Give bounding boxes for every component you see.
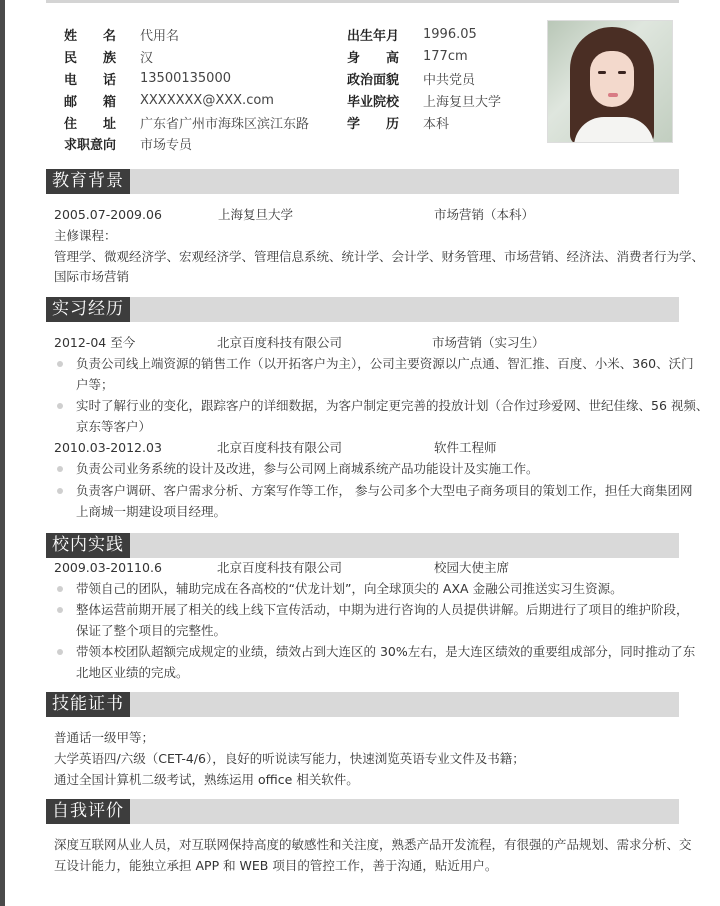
bullet-icon — [57, 361, 63, 367]
bullet-icon — [57, 488, 63, 494]
section-header-skills — [46, 692, 679, 717]
bullet-text: 户等； — [76, 377, 114, 392]
bullet-text: 北地区业绩的完成。 — [76, 665, 189, 680]
info-label: 学 历 — [347, 116, 399, 132]
bullet-text: 实时了解行业的变化，跟踪客户的详细数据，为客户制定更完善的投放计划（合作过珍爱网、世纪佳缘、56 视频、 — [76, 398, 709, 413]
bullet-text: 保证了整个项目的完整性。 — [76, 623, 227, 638]
info-row-degree — [347, 111, 449, 133]
info-value-degree: 本科 — [423, 116, 450, 132]
entry-org: 北京百度科技有限公司 — [217, 560, 343, 575]
section-title: 技能证书 — [46, 692, 130, 717]
info-label: 民 族 — [64, 50, 116, 66]
bullet-text: 上商城一期建设项目经理。 — [76, 504, 227, 519]
page-left-border — [0, 0, 5, 906]
section-header-campus — [46, 533, 679, 558]
bullet-text: 带领本校团队超额完成规定的业绩，绩效占到大连区的 30%左右，是大连区绩效的重要组成部分，同时推动了东 — [76, 644, 696, 659]
self-eval-text: 深度互联网从业人员，对互联网保持高度的敏感性和关注度，熟悉产品开发流程，有很强的产品规划、需求分析、交 — [54, 837, 692, 852]
top-divider — [46, 0, 679, 3]
bullet-icon — [57, 607, 63, 613]
info-label: 毕业院校 — [347, 94, 400, 110]
info-label: 政治面貌 — [347, 72, 400, 88]
info-label: 出生年月 — [347, 28, 400, 44]
info-value-name: 代用名 — [140, 28, 180, 44]
entry-date: 2005.07-2009.06 — [54, 207, 162, 222]
info-label: 电 话 — [64, 72, 116, 88]
info-row-ethnicity — [64, 45, 153, 67]
section-title: 教育背景 — [46, 169, 130, 194]
entry-date: 2009.03-20110.6 — [54, 560, 162, 575]
entry-role: 软件工程师 — [434, 440, 497, 455]
info-label: 身 高 — [347, 50, 399, 66]
section-title: 校内实践 — [46, 533, 130, 558]
bullet-text: 带领自己的团队，辅助完成在各高校的“伏龙计划”，向全球顶尖的 AXA 金融公司推送实习生资源。 — [76, 581, 623, 596]
info-row-address — [64, 111, 309, 133]
info-row-email — [64, 89, 274, 111]
section-header-self-eval — [46, 799, 679, 824]
info-row-birth — [347, 23, 477, 45]
info-value-ethnicity: 汉 — [140, 50, 154, 66]
courses-line: 管理学、微观经济学、宏观经济学、管理信息系统、统计学、会计学、财务管理、市场营销、经济法、消费者行为学、 — [54, 249, 705, 264]
info-value-email: XXXXXXX@XXX.com — [140, 92, 274, 108]
bullet-icon — [57, 403, 63, 409]
bullet-icon — [57, 649, 63, 655]
section-header-internship — [46, 297, 679, 322]
info-value-birth: 1996.05 — [423, 26, 477, 42]
info-label: 邮 箱 — [64, 94, 116, 110]
section-title: 实习经历 — [46, 297, 130, 322]
info-row-phone — [64, 67, 231, 89]
entry-org: 北京百度科技有限公司 — [217, 440, 343, 455]
info-row-school — [347, 89, 501, 111]
bullet-text: 京东等客户） — [76, 419, 152, 434]
entry-date: 2012-04 至今 — [54, 335, 136, 350]
info-row-height — [347, 45, 468, 67]
info-value-phone: 13500135000 — [140, 70, 231, 86]
skill-line: 通过全国计算机二级考试，熟练运用 office 相关软件。 — [54, 772, 359, 787]
info-row-objective — [64, 132, 192, 154]
entry-date: 2010.03-2012.03 — [54, 440, 162, 455]
bullet-text: 负责客户调研、客户需求分析、方案写作等工作， 参与公司多个大型电子商务项目的策划工作，担任大商集团网 — [76, 483, 693, 498]
info-label: 住 址 — [64, 116, 116, 132]
entry-org: 北京百度科技有限公司 — [217, 335, 343, 350]
bullet-icon — [57, 466, 63, 472]
info-value-height: 177cm — [423, 48, 468, 64]
info-label: 姓 名 — [64, 28, 116, 44]
section-title: 自我评价 — [46, 799, 130, 824]
info-label: 求职意向 — [64, 137, 117, 153]
entry-org: 上海复旦大学 — [218, 207, 294, 222]
info-value-address: 广东省广州市海珠区滨江东路 — [140, 116, 310, 132]
entry-role: 市场营销（本科） — [434, 207, 535, 222]
self-eval-text: 互设计能力，能独立承担 APP 和 WEB 项目的管控工作，善于沟通，贴近用户。 — [54, 858, 498, 873]
bullet-icon — [57, 586, 63, 592]
info-row-politics — [347, 67, 475, 89]
entry-role: 市场营销（实习生） — [432, 335, 545, 350]
skill-line: 大学英语四/六级（CET-4/6），良好的听说读写能力，快速浏览英语专业文件及书籍； — [54, 751, 525, 766]
profile-photo — [547, 20, 673, 143]
courses-line: 国际市场营销 — [54, 269, 130, 284]
entry-role: 校园大使主席 — [434, 560, 510, 575]
courses-label: 主修课程： — [54, 228, 117, 243]
section-header-education — [46, 169, 679, 194]
info-value-school: 上海复旦大学 — [423, 94, 502, 110]
info-value-politics: 中共党员 — [423, 72, 476, 88]
bullet-text: 整体运营前期开展了相关的线上线下宣传活动，中期为进行咨询的人员提供讲解。后期进行了项目的维护阶段， — [76, 602, 689, 617]
skill-line: 普通话一级甲等； — [54, 730, 155, 745]
bullet-text: 负责公司线上端资源的销售工作（以开拓客户为主），公司主要资源以广点通、智汇推、百度、小米、360、沃门 — [76, 356, 694, 371]
info-row-name — [64, 23, 179, 45]
info-value-objective: 市场专员 — [140, 137, 193, 153]
bullet-text: 负责公司业务系统的设计及改进，参与公司网上商城系统产品功能设计及实施工作。 — [76, 461, 539, 476]
education-entry — [54, 204, 162, 225]
